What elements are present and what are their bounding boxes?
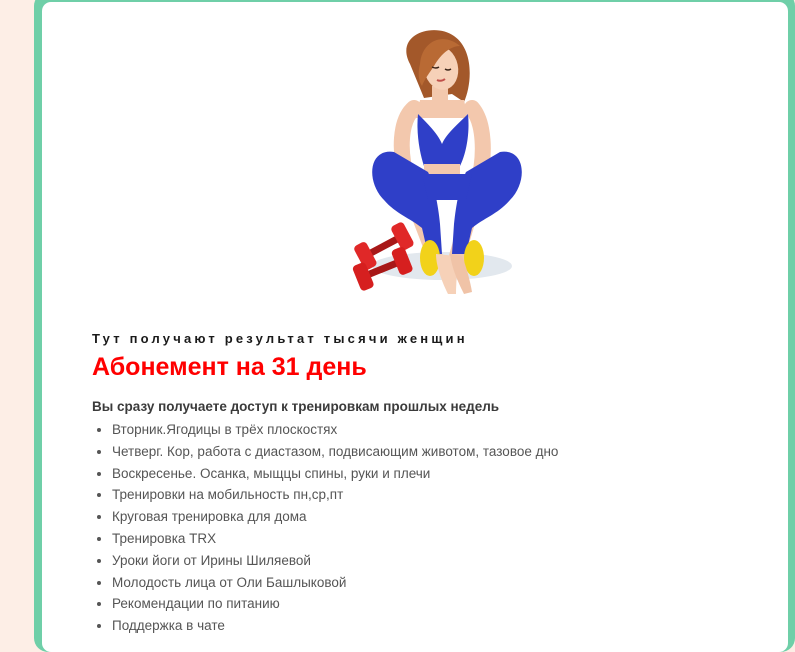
subscription-title: Абонемент на 31 день (92, 353, 367, 381)
feature-item: • Четверг. Кор, работа с диастазом, подвисающим животом, тазовое дно (112, 441, 558, 463)
subscription-card-content (42, 2, 788, 652)
subscription-subtitle: Вы сразу получаете доступ к тренировкам прошлых недель (92, 399, 500, 414)
feature-item: • Уроки йоги от Ирины Шиляевой (112, 550, 558, 572)
feature-item: • Молодость лица от Оли Башлыковой (112, 572, 558, 594)
feature-item: • Тренировки на мобильность пн,ср,пт (112, 484, 558, 506)
feature-item: • Тренировка TRX (112, 528, 558, 550)
tagline: Тут получают результат тысячи женщин (92, 331, 468, 346)
feature-item: • Рекомендации по питанию (112, 593, 558, 615)
feature-item: • Поддержка в чате (112, 615, 558, 637)
subscription-card (34, 0, 795, 652)
fitness-woman-illustration (324, 24, 524, 304)
feature-item: • Воскресенье. Осанка, мыщцы спины, руки и плечи (112, 463, 558, 485)
feature-list (92, 419, 558, 637)
feature-item: • Круговая тренировка для дома (112, 506, 558, 528)
feature-item: • Вторник.Ягодицы в трёх плоскостях (112, 419, 558, 441)
